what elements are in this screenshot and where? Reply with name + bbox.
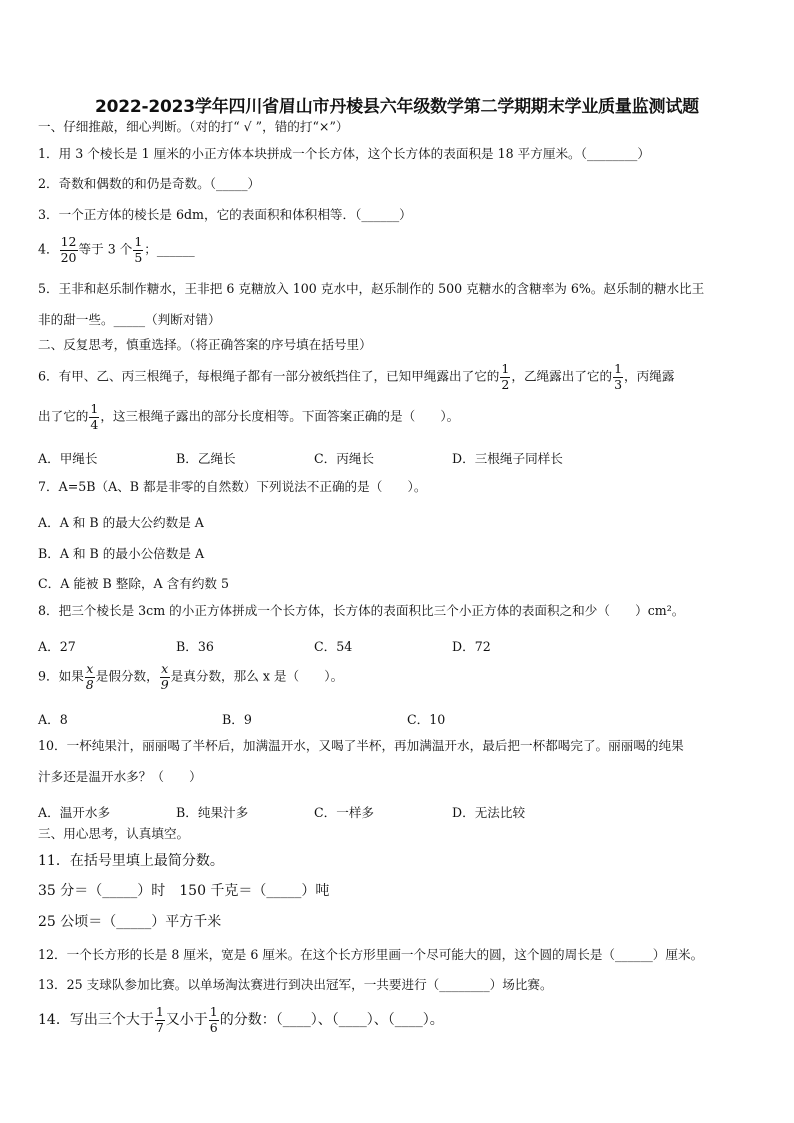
question-11-b: 25 公顷＝（_____）平方千米 (38, 914, 222, 930)
q9-option-b: B．9 (222, 712, 252, 727)
section1-heading: 一、仔细推敲，细心判断。（对的打“ √ ”，错的打“×”） (38, 119, 349, 134)
fraction-numerator: 1 (155, 1004, 164, 1019)
fraction-numerator: 1 (614, 361, 623, 376)
question-11-a: 35 分＝（_____）时 150 千克＝（_____）吨 (38, 883, 330, 899)
question-8: 8．把三个棱长是 3cm 的小正方体拼成一个长方体，长方体的表面积比三个小正方体的表面积之和少（ ）cm²。 (38, 603, 685, 618)
fraction-denominator: 9 (160, 676, 169, 692)
q8-option-c: C．54 (314, 639, 353, 654)
question-5-line2: 非的甜一些。_____（判断对错） (38, 312, 221, 327)
fraction (613, 363, 623, 391)
q4-mid: 等于 3 个 (78, 241, 133, 257)
fraction-denominator: 3 (614, 376, 623, 392)
q8-option-d: D．72 (452, 639, 491, 654)
q6-text: ，乙绳露出了它的 (511, 368, 613, 384)
question-13: 13．25 支球队参加比赛。以单场淘汰赛进行到决出冠军，一共要进行（________）场比赛。 (38, 977, 553, 992)
fraction-numerator: 1 (134, 234, 143, 249)
q9-option-a: A．8 (38, 712, 68, 727)
fraction-numerator: 1 (209, 1004, 218, 1019)
q9-text: 是真分数，那么 x 是（ ）。 (170, 668, 344, 684)
q6-option-b: B．乙绳长 (176, 451, 236, 466)
question-9 (38, 663, 343, 691)
q7-option-c: C．A 能被 B 整除，A 含有约数 5 (38, 576, 230, 591)
fraction (89, 403, 99, 431)
fraction-numerator: 1 (90, 401, 99, 416)
question-6-line2 (38, 403, 459, 431)
fraction (209, 1006, 219, 1034)
fraction (500, 363, 510, 391)
q6-text: ，这三根绳子露出的部分长度相等。下面答案正确的是（ ）。 (100, 408, 460, 424)
q6-option-a: A．甲绳长 (38, 451, 98, 466)
q4-suffix: ；______ (144, 241, 195, 257)
question-10-line2: 汁多还是温开水多？（ ） (38, 769, 202, 784)
q9-text: 是假分数， (95, 668, 159, 684)
q7-option-b: B．A 和 B 的最小公倍数是 A (38, 546, 205, 561)
section3-heading: 三、用心思考，认真填空。 (38, 826, 190, 841)
section2-heading: 二、反复思考，慎重选择。（将正确答案的序号填在括号里） (38, 337, 372, 352)
page-title: 2022-2023学年四川省眉山市丹棱县六年级数学第二学期期末学业质量监测试题 (95, 97, 699, 117)
fraction-numerator: 1 (501, 361, 510, 376)
fraction (155, 1006, 165, 1034)
question-3: 3．一个正方体的棱长是 6dm，它的表面积和体积相等．（______） (38, 207, 412, 222)
q8-option-b: B．36 (176, 639, 214, 654)
question-4 (38, 236, 195, 264)
question-12: 12．一个长方形的长是 8 厘米，宽是 6 厘米。在这个长方形里画一个尽可能大的圆，这个圆的周长是（______）厘米。 (38, 947, 704, 962)
fraction-numerator: 12 (60, 234, 77, 249)
fraction-denominator: 4 (90, 416, 99, 432)
q9-text: 9．如果 (38, 668, 84, 684)
fraction-denominator: 5 (134, 249, 143, 265)
question-7: 7．A=5B（A、B 都是非零的自然数）下列说法不正确的是（ ）。 (38, 479, 427, 494)
q10-option-c: C．一样多 (314, 805, 375, 820)
fraction (60, 236, 78, 264)
fraction-denominator: 2 (501, 376, 510, 392)
q6-text: 6．有甲、乙、丙三根绳子，每根绳子都有一部分被纸挡住了，已知甲绳露出了它的 (38, 368, 500, 384)
question-6-line1 (38, 363, 674, 391)
q9-option-c: C．10 (407, 712, 446, 727)
question-10-line1: 10．一杯纯果汁，丽丽喝了半杯后，加满温开水，又喝了半杯，再加满温开水，最后把一杯都喝完了。丽丽喝的纯果 (38, 738, 684, 753)
q10-option-d: D．无法比较 (452, 805, 526, 820)
q14-text: 14．写出三个大于 (38, 1012, 154, 1028)
question-5-line1: 5．王非和赵乐制作糖水，王非把 6 克糖放入 100 克水中，赵乐制作的 500 克糖水的含糖率为 6%。赵乐制的糖水比王 (38, 281, 705, 296)
q8-option-a: A．27 (38, 639, 76, 654)
question-14 (38, 1006, 444, 1034)
q6-text: ，丙绳露 (624, 368, 675, 384)
fraction-numerator: x (161, 661, 169, 676)
fraction (133, 236, 143, 264)
q10-option-a: A．温开水多 (38, 805, 111, 820)
fraction-denominator: 7 (155, 1019, 164, 1035)
q6-option-c: C．丙绳长 (314, 451, 375, 466)
fraction-numerator: x (86, 661, 94, 676)
fraction-denominator: 6 (209, 1019, 218, 1035)
question-11: 11．在括号里填上最简分数。 (38, 853, 224, 869)
q6-text: 出了它的 (38, 408, 89, 424)
q6-option-d: D．三根绳子同样长 (452, 451, 563, 466)
q7-option-a: A．A 和 B 的最大公约数是 A (38, 515, 204, 530)
fraction (160, 663, 170, 691)
fraction-denominator: 8 (85, 676, 94, 692)
q10-option-b: B．纯果汁多 (176, 805, 249, 820)
fraction (85, 663, 95, 691)
question-2: 2．奇数和偶数的和仍是奇数。（_____） (38, 176, 261, 191)
question-1: 1．用 3 个棱长是 1 厘米的小正方体本块拼成一个长方体，这个长方体的表面积是 18 平方厘米。（________） (38, 146, 650, 161)
q14-text: 的分数：（____）、（____）、（____）。 (219, 1012, 444, 1028)
q14-text: 又小于 (165, 1012, 208, 1028)
fraction-denominator: 20 (60, 249, 77, 265)
q4-prefix: 4． (38, 241, 59, 257)
